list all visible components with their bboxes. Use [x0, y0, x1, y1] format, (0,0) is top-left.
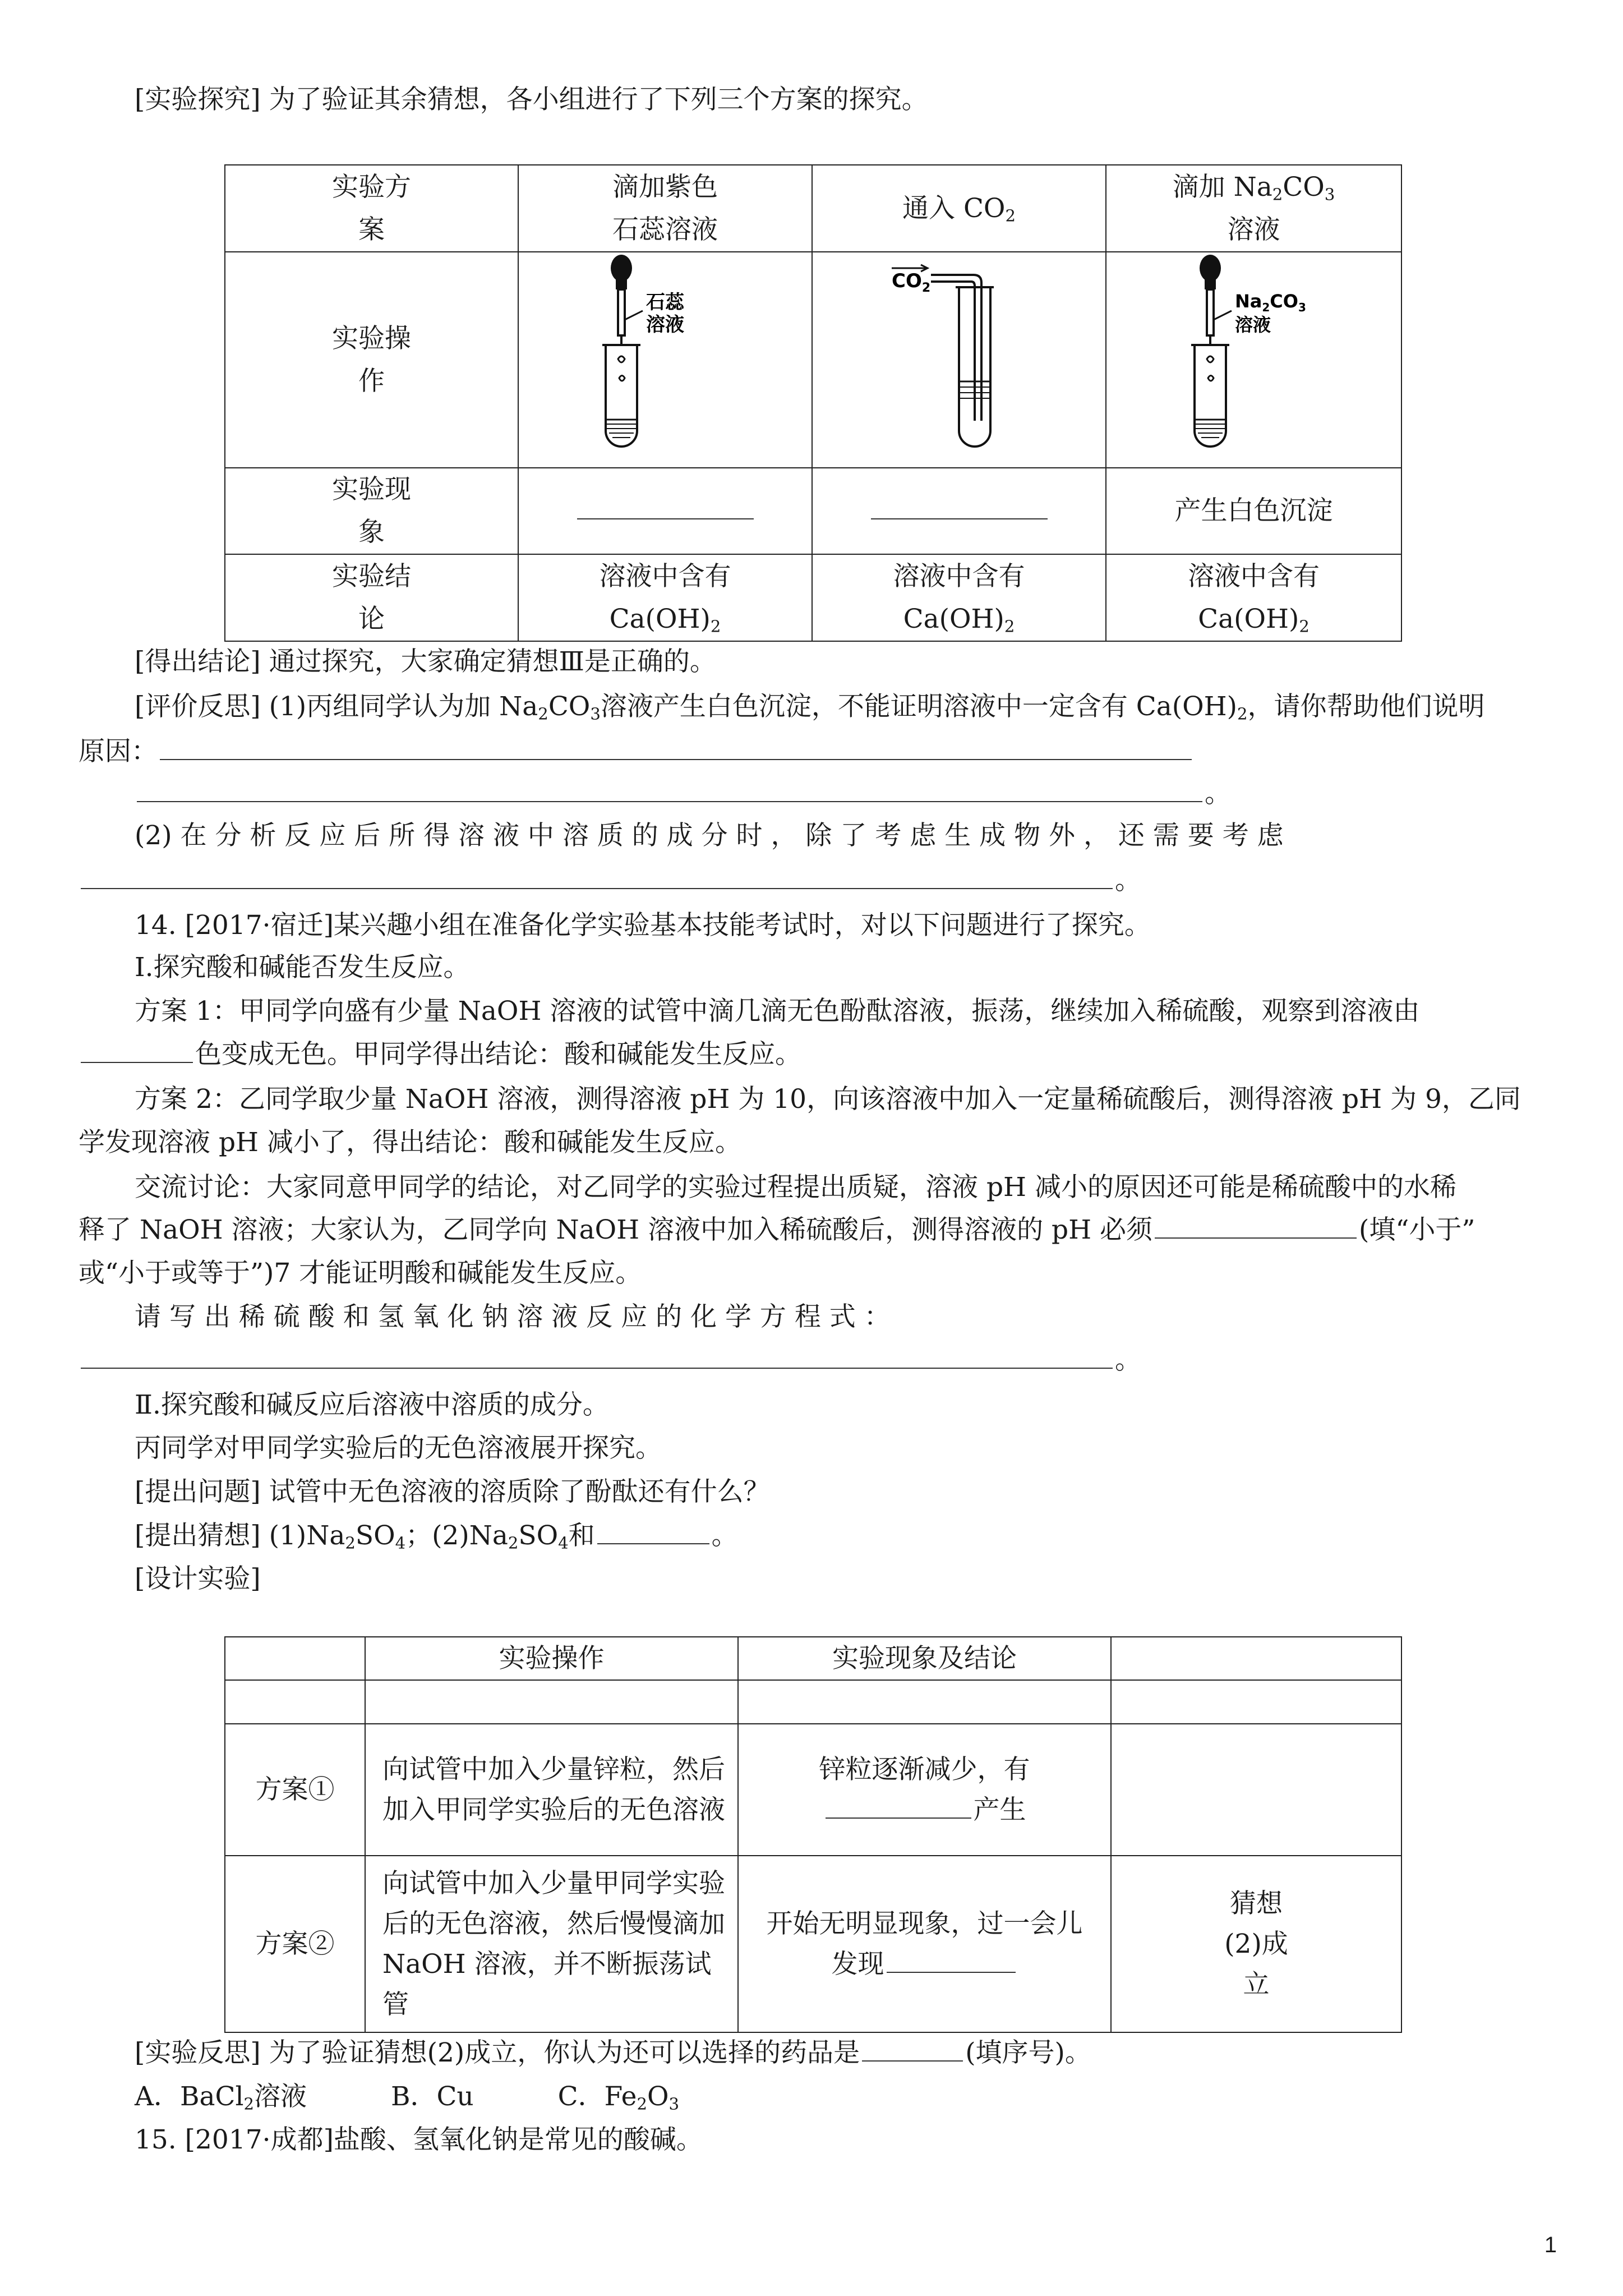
header-operation: 实验操作 [365, 1637, 738, 1680]
table-row [225, 1680, 1401, 1724]
q14-scheme1-line2: 色变成无色。甲同学得出结论：酸和碱能发生反应。 [79, 1038, 801, 1071]
q14-scheme2-line2: 学发现溶液 pH 减小了，得出结论：酸和碱能发生反应。 [79, 1127, 741, 1158]
na2co3-label-2: 溶液 [1234, 314, 1271, 335]
apparatus-na2co3 [1106, 252, 1401, 468]
q14-discussion-line3: 或“小于或等于”)7 才能证明酸和碱能发生反应。 [79, 1258, 642, 1289]
table-row [225, 554, 1401, 641]
row-header-conclusion: 实验结论 [225, 554, 518, 641]
plan-2-operation: 向试管中加入少量甲同学实验后的无色溶液，然后慢慢滴加 NaOH 溶液，并不断振荡试管 [365, 1856, 738, 2032]
table-row [225, 468, 1401, 554]
plan-1-phenomenon: 锌粒逐渐减少，有 产生 [738, 1724, 1111, 1856]
q14-design: [设计实验] [135, 1563, 261, 1594]
design-table [224, 1636, 1402, 2033]
empty-cell [1111, 1680, 1401, 1724]
row-header-phenomenon: 实验现象 [225, 468, 518, 554]
plan-1-operation: 向试管中加入少量锌粒，然后加入甲同学实验后的无色溶液 [365, 1724, 738, 1856]
reflection-2: (2) 在 分 析 反 应 后 所 得 溶 液 中 溶 质 的 成 分 时 ， 除 了 考 虑 生 成 物 外 ， 还 需 要 考 虑 [135, 820, 1284, 851]
q14-equation-prompt: 请 写 出 稀 硫 酸 和 氢 氧 化 钠 溶 液 反 应 的 化 学 方 程 式 ： [135, 1301, 891, 1332]
q14-head: 14. [2017·宿迁]某兴趣小组在准备化学实验基本技能考试时，对以下问题进行了探究。 [135, 910, 1151, 941]
q14-scheme2-line1: 方案 2：乙同学取少量 NaOH 溶液，测得溶液 pH 为 10，向该溶液中加入一定量稀硫酸后，测得溶液 pH 为 9，乙同 [135, 1084, 1521, 1115]
page-number: 1 [1544, 2233, 1557, 2257]
litmus-label-2: 溶液 [646, 314, 684, 336]
option-b: B．Cu [390, 2081, 474, 2112]
options-line [135, 2080, 679, 2114]
col-header-litmus: 滴加紫色石蕊溶液 [518, 165, 812, 252]
header-phenomenon: 实验现象及结论 [738, 1637, 1111, 1680]
q14-part2: Ⅱ.探究酸和碱反应后溶液中溶质的成分。 [135, 1389, 609, 1420]
reflection-1-reason: 原因： [79, 735, 1194, 769]
plan-1-name: 方案① [225, 1724, 365, 1856]
table-row [225, 165, 1401, 252]
q14-question: [提出问题] 试管中无色溶液的溶质除了酚酞还有什么？ [135, 1476, 770, 1507]
q14-discussion-line1: 交流讨论：大家同意甲同学的结论，对乙同学的实验过程提出质疑，溶液 pH 减小的原因还可能是稀硫酸中的水稀 [135, 1172, 1456, 1203]
q14-discussion-line2: 释了 NaOH 溶液；大家认为，乙同学向 NaOH 溶液中加入稀硫酸后，测得溶液的 pH 必须 (填“小于” [79, 1214, 1476, 1245]
table-row [225, 1724, 1401, 1856]
empty-cell [365, 1680, 738, 1724]
phenomenon-blank-1 [518, 468, 812, 554]
table-row [225, 252, 1401, 468]
na2co3-label: $Na_2CO_3$ [1234, 291, 1306, 314]
co2-label: $CO_2$ [892, 270, 931, 295]
q14-scheme1-line1: 方案 1：甲同学向盛有少量 NaOH 溶液的试管中滴几滴无色酚酞溶液，振荡，继续加入稀硫酸，观察到溶液由 [135, 996, 1420, 1027]
header-blank [225, 1637, 365, 1680]
results-conclusion: [得出结论] 通过探究，大家确定猜想Ⅲ是正确的。 [135, 646, 716, 677]
conclusion-cell: 溶液中含有 $Ca(OH)_2$ [518, 554, 812, 641]
co2-testtube-icon [875, 252, 1043, 454]
dropper-testtube-icon [1170, 252, 1338, 454]
phenomenon-blank-2 [812, 468, 1106, 554]
row-header-plan: 实验方案 [225, 165, 518, 252]
reflection-2-blank: 。 [79, 864, 1141, 898]
header-blank [1111, 1637, 1401, 1680]
experiment-table [224, 164, 1402, 642]
dropper-testtube-icon [581, 252, 749, 454]
reflection-experiment: [实验反思] 为了验证猜想(2)成立，你认为还可以选择的药品是 (填序号)。 [135, 2037, 1091, 2068]
table-row [225, 1637, 1401, 1680]
q14-guess: [提出猜想] $(1)Na_2SO_4$；$(2)Na_2SO_4$和 。 [135, 1520, 738, 1553]
plan-1-conclusion [1111, 1724, 1401, 1856]
conclusion-cell: 溶液中含有 $Ca(OH)_2$ [812, 554, 1106, 641]
col-header-co2: 通入 $CO_2$ [812, 165, 1106, 252]
empty-cell [738, 1680, 1111, 1724]
q14-part1: Ⅰ.探究酸和碱能否发生反应。 [135, 952, 470, 983]
plan-2-conclusion: 猜想(2)成立 [1111, 1856, 1401, 2032]
option-c: C．$Fe_2O_3$ [557, 2081, 680, 2114]
plan-2-name: 方案② [225, 1856, 365, 2032]
row-header-operation: 实验操作 [225, 252, 518, 468]
col-header-na2co3: 滴加 $Na_2CO_3$ 溶液 [1106, 165, 1401, 252]
intro-line: [实验探究] 为了验证其余猜想，各小组进行了下列三个方案的探究。 [135, 84, 928, 115]
apparatus-co2 [812, 252, 1106, 468]
conclusion-cell: 溶液中含有 $Ca(OH)_2$ [1106, 554, 1401, 641]
reflection-1-blank2: 。 [135, 777, 1231, 811]
phenomenon-precipitate: 产生白色沉淀 [1106, 468, 1401, 554]
plan-2-phenomenon: 开始无明显现象，过一会儿 发现 [738, 1856, 1111, 2032]
reflection-1: [评价反思] (1)丙组同学认为加 $Na_2CO_3$溶液产生白色沉淀，不能证明溶液中一定含有 $Ca(OH)_2$，请你帮助他们说明 [135, 691, 1485, 724]
q14-equation-blank: 。 [79, 1343, 1141, 1377]
q15-head: 15. [2017·成都]盐酸、氢氧化钠是常见的酸碱。 [135, 2124, 703, 2155]
table-row [225, 1856, 1401, 2032]
litmus-label-1: 石蕊 [646, 291, 684, 314]
empty-cell [225, 1680, 365, 1724]
q14-part2-intro: 丙同学对甲同学实验后的无色溶液展开探究。 [135, 1433, 662, 1464]
apparatus-litmus [518, 252, 812, 468]
option-a: A．BaCl$_2$溶液 [135, 2081, 307, 2114]
